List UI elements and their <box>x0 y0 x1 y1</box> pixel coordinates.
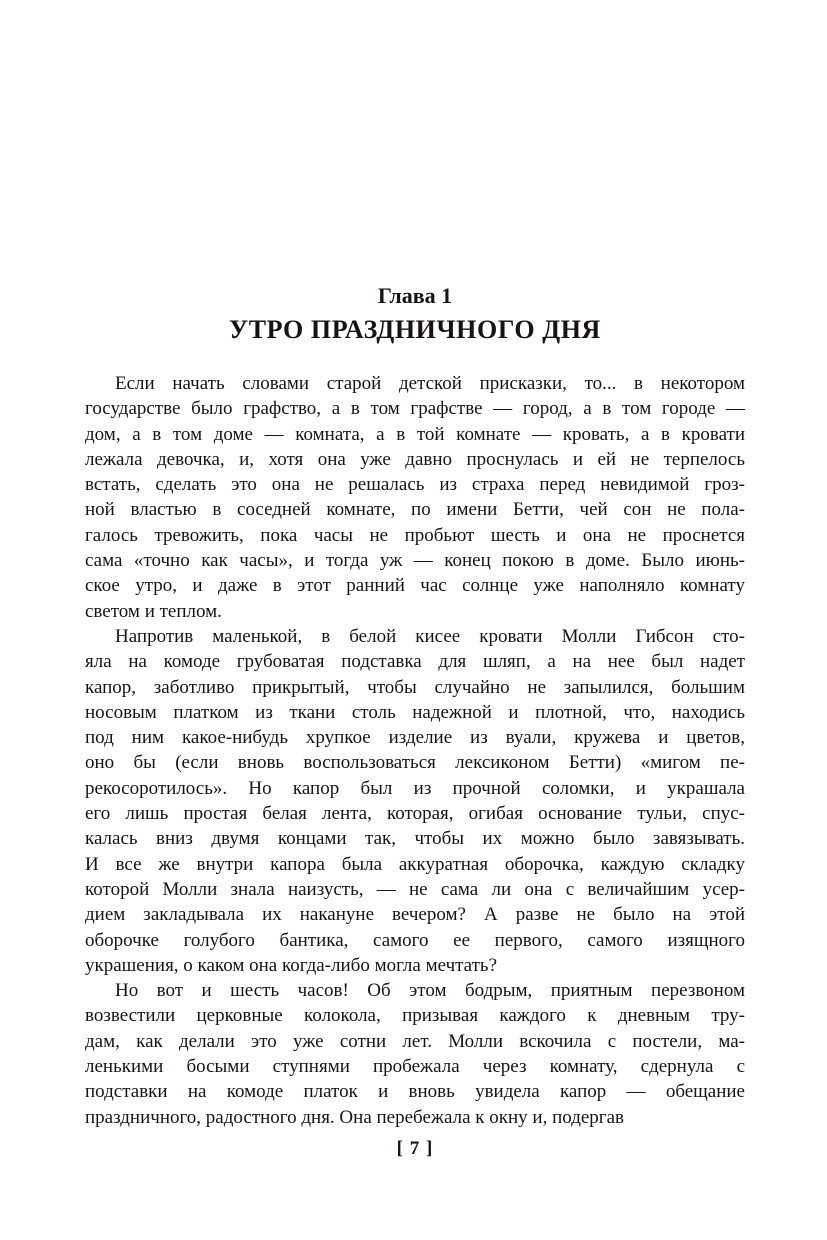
body-line: Напротив маленькой, в белой кисее кровати Молли Гибсон сто- <box>115 625 745 647</box>
text-block <box>85 283 745 1130</box>
paragraph <box>85 371 745 624</box>
body-line: украшения, о каком она когда-либо могла мечтать? <box>85 954 497 976</box>
body-line: Если начать словами старой детской присказки, то... в некотором <box>115 373 745 394</box>
body-line: оно бы (если вновь воспользоваться лексиконом Бетти) «мигом пе- <box>85 752 745 774</box>
body-line: И все же внутри капора была аккуратная оборочка, каждую складку <box>85 853 745 875</box>
body-text <box>85 371 745 1130</box>
paragraph <box>85 978 745 1130</box>
body-line: ленькими босыми ступнями пробежала через комнату, сдернула с <box>85 1056 745 1078</box>
body-line: светом и теплом. <box>85 600 222 622</box>
body-line: рекосоротилось». Но капор был из прочной соломки, и украшала <box>85 777 745 799</box>
body-line: государстве было графство, а в том графстве — город, а в том городе — <box>85 398 745 420</box>
body-line: его лишь простая белая лента, которая, огибая основание тульи, спус- <box>85 803 745 825</box>
body-line: праздничного, радостного дня. Она перебежала к окну и, подергав <box>85 1106 624 1128</box>
body-line: яла на комоде грубоватая подставка для шляп, а на нее был надет <box>85 651 745 673</box>
body-line: которой Молли знала наизусть, — не сама ли она с величайшим усер- <box>85 878 745 900</box>
body-line: Но вот и шесть часов! Об этом бодрым, приятным перезвоном <box>115 980 745 1002</box>
body-line: лежала девочка, и, хотя она уже давно проснулась и ей не терпелось <box>85 448 745 470</box>
body-line: дием закладывала их накануне вечером? А разве не было на этой <box>85 904 745 926</box>
body-line: возвестили церковные колокола, призывая каждого к дневным тру- <box>85 1005 745 1027</box>
body-line: дом, а в том доме — комната, а в той комнате — кровать, а в кровати <box>85 423 745 445</box>
body-line: под ним какое-нибудь хрупкое изделие из вуали, кружева и цветов, <box>85 727 745 749</box>
chapter-heading: Глава 1 <box>377 283 453 308</box>
body-line: капор, заботливо прикрытый, чтобы случайно не запылился, большим <box>85 676 745 698</box>
chapter-title: УТРО ПРАЗДНИЧНОГО ДНЯ <box>229 315 601 344</box>
body-line: носовым платком из ткани столь надежной и плотной, что, находись <box>85 701 745 723</box>
body-line: оборочке голубого бантика, самого ее первого, самого изящного <box>85 929 745 951</box>
paragraph <box>85 624 745 978</box>
body-line: галось тревожить, пока часы не пробьют шесть и она не проснется <box>85 524 745 546</box>
body-line: сама «точно как часы», и тогда уж — конец покою в доме. Было июнь- <box>85 550 745 572</box>
page-number: [ 7 ] <box>396 1138 434 1159</box>
body-line: подставки на комоде платок и вновь увидела капор — обещание <box>85 1081 745 1103</box>
body-line: ной властью в соседней комнате, по имени Бетти, чей сон не пола- <box>85 499 745 521</box>
body-line: дам, как делали это уже сотни лет. Молли вскочила с постели, ма- <box>85 1030 745 1052</box>
body-line: встать, сделать это она не решалась из страха перед невидимой гроз- <box>85 474 745 496</box>
body-line: ское утро, и даже в этот ранний час солнце уже наполняло комнату <box>85 575 745 597</box>
body-line: калась вниз двумя концами так, чтобы их можно было завязывать. <box>85 828 745 850</box>
